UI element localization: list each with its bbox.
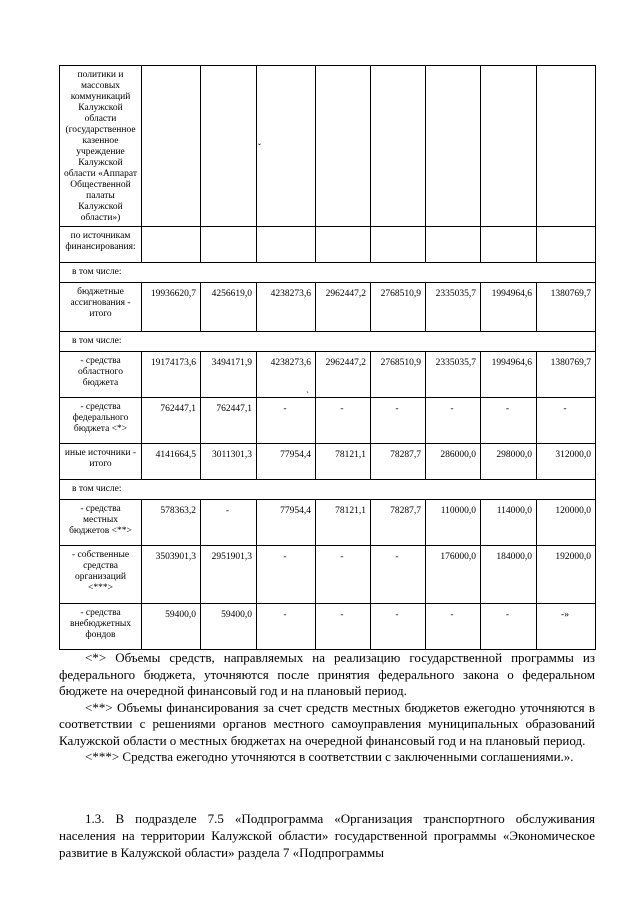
table-cell: 3011301,3 [201,444,257,480]
table-cell: - [257,398,316,444]
table-cell: 120000,0 [537,500,596,546]
table-cell: - [257,546,316,604]
table-cell: 3494171,9 [201,352,257,398]
table-cell: - [201,500,257,546]
subheading-row: в том числе: [60,332,596,352]
table-cell: 1994964,6 [481,352,537,398]
table-cell [316,66,371,227]
table-cell: 77954,4 [257,444,316,480]
table-cell [426,227,481,263]
table-row [60,227,596,263]
table-cell: 2335035,7 [426,352,481,398]
table-cell: - [481,398,537,444]
table-cell [371,66,426,227]
table-row [60,444,596,480]
table-cell: 2962447,2 [316,352,371,398]
table-cell: - [316,604,371,650]
footnote-federal: <*> Объемы средств, направляемых на реализацию государственной программы из федерального бюджета, уточняются после принятия федерального закона о федеральном бюджете на очередной финансовый год и на плановый период. [59,650,595,698]
table-row [60,263,596,283]
subheading-row: в том числе: [60,263,596,283]
table-cell: 298000,0 [481,444,537,480]
table-cell: 4256619,0 [201,283,257,332]
table-cell: 2768510,9 [371,352,426,398]
table-cell: - [257,604,316,650]
table-cell: 78287,7 [371,500,426,546]
table-cell [537,66,596,227]
table-row [60,398,596,444]
table-cell [257,66,316,227]
table-row [60,283,596,332]
table-cell [426,66,481,227]
row-label: - собственные средства организаций <***> [60,546,142,604]
table-cell [481,227,537,263]
table-cell: - [537,398,596,444]
table-cell: 176000,0 [426,546,481,604]
table-cell: 59400,0 [142,604,201,650]
footnotes [59,650,595,766]
table-cell: - [426,604,481,650]
table-cell: 114000,0 [481,500,537,546]
table-cell [142,66,201,227]
table-cell: - [371,546,426,604]
row-label: - средства федерального бюджета <*> [60,398,142,444]
table-cell: - [316,546,371,604]
table-cell [257,227,316,263]
table-cell: 78121,1 [316,500,371,546]
table-cell: 286000,0 [426,444,481,480]
table-cell: 1994964,6 [481,283,537,332]
table-cell: 578363,2 [142,500,201,546]
table-cell: 3503901,3 [142,546,201,604]
table-cell: - [481,604,537,650]
table-cell [142,227,201,263]
table-cell: 762447,1 [142,398,201,444]
scan-mark: ˇ [258,142,261,152]
scan-mark: ˏ [306,383,309,393]
table-row [60,546,596,604]
table-cell: 184000,0 [481,546,537,604]
row-label: - средства местных бюджетов <**> [60,500,142,546]
table-row [60,332,596,352]
table-cell: 78121,1 [316,444,371,480]
row-label: бюджетные ассигнования - итого [60,283,142,332]
section-paragraph [59,810,595,861]
row-label: по источникам финансирования: [60,227,142,263]
subheading-row: в том числе: [60,480,596,500]
table-cell: -» [537,604,596,650]
table-row [60,352,596,398]
table-cell: 2335035,7 [426,283,481,332]
table-cell [371,227,426,263]
table-cell: - [426,398,481,444]
table-row [60,604,596,650]
table-cell [201,227,257,263]
table-cell: 110000,0 [426,500,481,546]
row-label: политики и массовых коммуникаций Калужской области (государственное казенное учреждение Калужской области «Аппарат Общественной палаты Калужской области») [60,66,142,227]
table-cell [201,66,257,227]
table-cell: 77954,4 [257,500,316,546]
section-text: 1.3. В подразделе 7.5 «Подпрограмма «Организация транспортного обслуживания населения на территории Калужской области» государственной программы «Экономическое развитие в Калужской области» раздела 7 «Подпрограммы [59,811,595,860]
table-cell: 2962447,2 [316,283,371,332]
table-cell: 192000,0 [537,546,596,604]
table-cell: - [371,398,426,444]
table-row [60,500,596,546]
financing-table [59,65,596,650]
footnote-organizations: <***> Средства ежегодно уточняются в соответствии с заключенными соглашениями.». [85,749,574,764]
table-cell: 19936620,7 [142,283,201,332]
table-cell [537,227,596,263]
row-label: иные источники - итого [60,444,142,480]
table-cell: 4141664,5 [142,444,201,480]
table-cell: 1380769,7 [537,352,596,398]
table-row [60,66,596,227]
table-row [60,480,596,500]
table-cell [481,66,537,227]
table-cell: - [316,398,371,444]
table-cell: 19174173,6 [142,352,201,398]
table-cell: 59400,0 [201,604,257,650]
row-label: - средства внебюджетных фондов [60,604,142,650]
table-cell: 2951901,3 [201,546,257,604]
table-cell: 762447,1 [201,398,257,444]
table-cell: 4238273,6 [257,352,316,398]
table-cell: 2768510,9 [371,283,426,332]
footnote-local: <**> Объемы финансирования за счет средств местных бюджетов ежегодно уточняются в соответствии с решениями органов местного самоуправления муниципальных образований Калужской области о местных бюджетах на очередной финансовый год и на плановый период. [59,699,595,748]
table-cell: 4238273,6 [257,283,316,332]
table-cell: 312000,0 [537,444,596,480]
table-cell: - [371,604,426,650]
table-cell: 1380769,7 [537,283,596,332]
row-label: - средства областного бюджета [60,352,142,398]
table-cell [316,227,371,263]
table-cell: 78287,7 [371,444,426,480]
